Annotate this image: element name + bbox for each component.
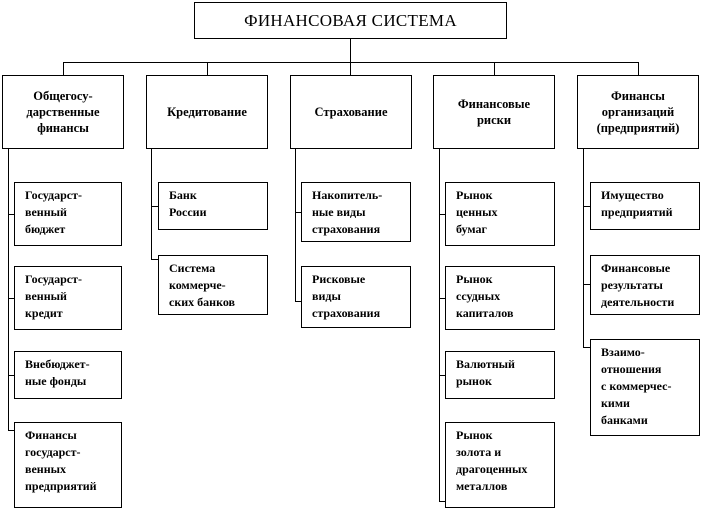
diagram-title-text: ФИНАНСОВАЯ СИСТЕМА [244, 10, 457, 30]
category-box-enterprise-finance [577, 75, 699, 149]
sub-item-box [445, 422, 555, 508]
category-drop-2 [207, 62, 208, 75]
branch-line-1 [8, 148, 9, 431]
sub-item-label: Государст- венный бюджет [25, 188, 82, 236]
sub-item-box [301, 182, 411, 242]
category-label: Страхование [314, 105, 388, 119]
sub-item-label: Валютный рынок [456, 357, 515, 388]
category-box-insurance [290, 75, 412, 149]
sub-item-box [445, 266, 555, 330]
branch-tick [583, 284, 590, 285]
sub-item-label: Рисковые виды страхования [312, 272, 381, 320]
sub-item-box [445, 182, 555, 246]
title-stem [350, 38, 351, 63]
category-label: Финансовые риски [457, 97, 531, 127]
sub-item-box [445, 351, 555, 399]
branch-line-5 [583, 148, 584, 348]
sub-item-label: Внебюджет- ные фонды [25, 357, 90, 388]
sub-item-box [590, 255, 700, 315]
sub-item-label: Государст- венный кредит [25, 272, 82, 320]
branch-tick [151, 259, 158, 260]
category-bus [63, 62, 639, 63]
category-drop-1 [63, 62, 64, 75]
sub-item-label: Финансовые результаты деятельности [601, 261, 675, 309]
sub-item-label: Рынок золота и драгоценных металлов [456, 428, 528, 493]
category-drop-4 [494, 62, 495, 75]
category-box-financial-risks [433, 75, 555, 149]
category-drop-5 [638, 62, 639, 75]
sub-item-box [14, 266, 122, 330]
sub-item-box [301, 266, 411, 328]
branch-line-4 [439, 148, 440, 502]
category-label: Общегосу- дарственные финансы [26, 89, 100, 135]
branch-line-2 [151, 148, 152, 260]
category-label: Кредитование [167, 105, 247, 119]
sub-item-label: Рынок ценных бумаг [456, 188, 498, 236]
category-drop-3 [350, 62, 351, 75]
category-label: Финансы организаций (предприятий) [596, 89, 680, 135]
branch-tick [151, 206, 158, 207]
sub-item-label: Банк России [169, 188, 207, 219]
sub-item-label: Взаимо- отношения с коммерчес- кими банками [601, 345, 672, 427]
sub-item-box [590, 339, 700, 436]
branch-line-3 [295, 148, 296, 302]
sub-item-box [14, 351, 122, 399]
sub-item-label: Накопитель- ные виды страхования [312, 188, 383, 236]
sub-item-box [158, 255, 268, 315]
category-box-lending [146, 75, 268, 149]
sub-item-label: Финансы государст- венных предприятий [25, 428, 97, 493]
diagram-title [194, 2, 507, 39]
sub-item-box [14, 422, 122, 508]
sub-item-box [14, 182, 122, 246]
sub-item-label: Имущество предприятий [601, 188, 673, 219]
sub-item-box [158, 182, 268, 230]
sub-item-label: Рынок ссудных капиталов [456, 272, 514, 320]
sub-item-box [590, 182, 700, 230]
sub-item-label: Система коммерче- ских банков [169, 261, 236, 309]
branch-tick [583, 206, 590, 207]
category-box-public-finance [2, 75, 124, 149]
branch-tick [583, 347, 590, 348]
